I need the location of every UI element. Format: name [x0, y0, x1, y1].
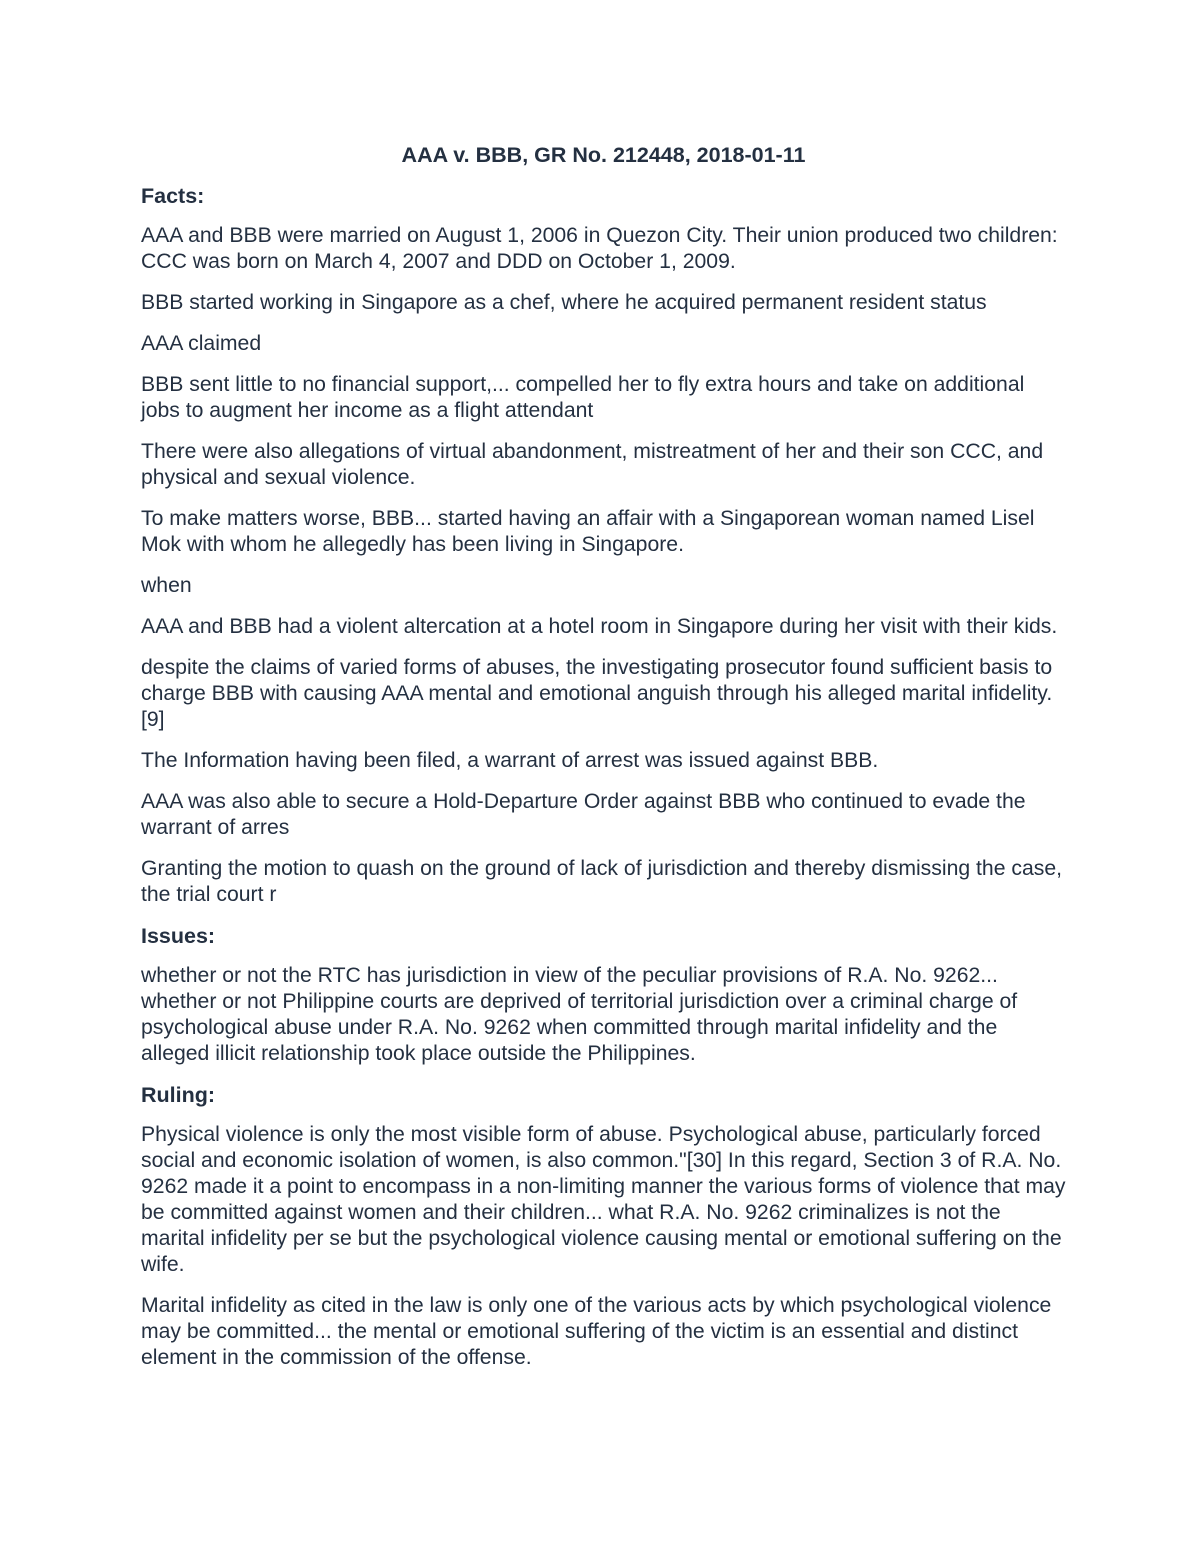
facts-paragraph: AAA was also able to secure a Hold-Departure Order against BBB who continued to evade the warrant of arres	[141, 790, 1026, 839]
facts-paragraph: when	[141, 574, 192, 597]
facts-paragraph: The Information having been filed, a warrant of arrest was issued against BBB.	[141, 749, 879, 772]
ruling-heading: Ruling:	[141, 1083, 216, 1107]
facts-paragraph: despite the claims of varied forms of abuses, the investigating prosecutor found sufficient basis to charge BBB with causing AAA mental and emotional anguish through his alleged marital infidelity.[9]	[141, 656, 1053, 731]
facts-heading: Facts:	[141, 184, 205, 208]
ruling-paragraph: Physical violence is only the most visible form of abuse. Psychological abuse, particularly forced social and economic isolation of women, is also common."[30] In this regard, Section 3 of R.A. No. 9262 made it a point to encompass in a non-limiting manner the various forms of violence that may be committed against women and their children... what R.A. No. 9262 criminalizes is not the marital infidelity per se but the psychological violence causing mental or emotional suffering on the wife.	[141, 1123, 1066, 1276]
facts-paragraph: To make matters worse, BBB... started having an affair with a Singaporean woman named Lisel Mok with whom he allegedly has been living in Singapore.	[141, 507, 1035, 556]
facts-paragraph: There were also allegations of virtual abandonment, mistreatment of her and their son CCC, and physical and sexual violence.	[141, 440, 1044, 489]
facts-paragraph: AAA and BBB had a violent altercation at a hotel room in Singapore during her visit with their kids.	[141, 615, 1058, 638]
case-title: AAA v. BBB, GR No. 212448, 2018-01-11	[401, 143, 806, 167]
ruling-paragraph: Marital infidelity as cited in the law is only one of the various acts by which psychological violence may be committed... the mental or emotional suffering of the victim is an essential and distinct element in the commission of the offense.	[141, 1294, 1052, 1369]
facts-paragraph: AAA and BBB were married on August 1, 2006 in Quezon City. Their union produced two children: CCC was born on March 4, 2007 and DDD on October 1, 2009.	[141, 224, 1058, 273]
document-body	[141, 142, 1066, 1386]
facts-paragraph: Granting the motion to quash on the ground of lack of jurisdiction and thereby dismissing the case, the trial court r	[141, 857, 1063, 906]
facts-paragraph: BBB sent little to no financial support,... compelled her to fly extra hours and take on additional jobs to augment her income as a flight attendant	[141, 373, 1025, 422]
facts-paragraph: AAA claimed	[141, 332, 262, 355]
issues-heading: Issues:	[141, 924, 216, 948]
issues-paragraph: whether or not the RTC has jurisdiction in view of the peculiar provisions of R.A. No. 9262... whether or not Philippine courts are deprived of territorial jurisdiction over a criminal charge of psychological abuse under R.A. No. 9262 when committed through marital infidelity and the alleged illicit relationship took place outside the Philippines.	[141, 964, 1018, 1065]
facts-paragraph: BBB started working in Singapore as a chef, where he acquired permanent resident status	[141, 291, 987, 314]
